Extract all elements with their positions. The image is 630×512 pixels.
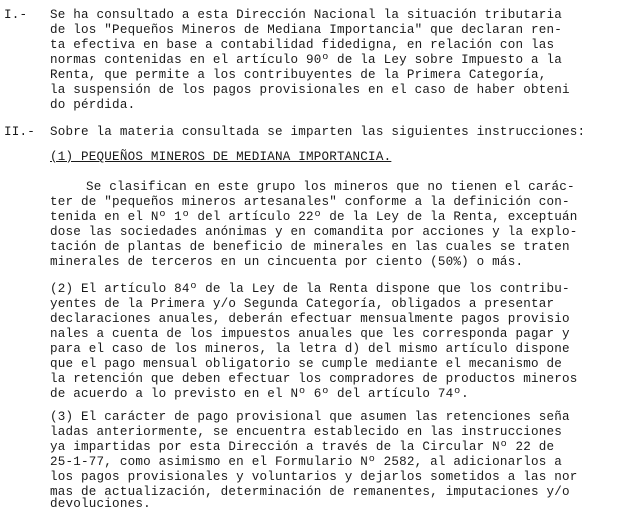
section-2-marker: II.-	[4, 125, 36, 139]
section-1-line: la suspensión de los pagos provisionales en el caso de haber obteni	[50, 83, 570, 97]
para-2-line: (2) El artículo 84º de la Ley de la Renta dispone que los contribu-	[50, 282, 570, 296]
para-1-line: tenida en el Nº 1º del artículo 22º de la Ley de la Renta, exceptuán	[50, 210, 578, 224]
para-2-line: nales a cuenta de los impuestos anuales que les corresponda pagar y	[50, 327, 570, 341]
section-1-line: do pérdida.	[50, 98, 136, 112]
para-2-line: para el caso de los mineros, la letra d) del mismo artículo dispone	[50, 342, 570, 356]
section-1-marker: I.-	[4, 8, 28, 22]
section-2-heading: (1) PEQUEÑOS MINEROS DE MEDIANA IMPORTANCIA.	[50, 150, 392, 164]
para-2-line: de acuerdo a lo previsto en el Nº 6º del artículo 74º.	[50, 387, 469, 401]
para-1-line: ter de "pequeños mineros artesanales" conforme a la definición con-	[50, 195, 570, 209]
para-1-line: dose las sociedades anónimas y en comandita por acciones y la explo-	[50, 225, 578, 239]
para-2-line: la retención que deben efectuar los compradores de productos mineros	[50, 372, 578, 386]
para-3-line: ya impartidas por esta Dirección a través de la Circular Nº 22 de	[50, 440, 555, 454]
section-1-line: de los "Pequeños Mineros de Mediana Importancia" que declaran ren-	[50, 23, 562, 37]
section-1-line: Se ha consultado a esta Dirección Nacional la situación tributaria	[50, 8, 562, 22]
section-1-line: ta efectiva en base a contabilidad fidedigna, en relación con las	[50, 38, 555, 52]
para-2-line: que el pago mensual obligatorio se cumple mediante el mecanismo de	[50, 357, 562, 371]
para-3-line: 25-1-77, como asimismo en el Formulario Nº 2582, al adicionarlos a	[50, 455, 562, 469]
para-1-line: minerales de terceros en un cincuenta por ciento (50%) o más.	[50, 255, 524, 269]
para-3-line: mas de actualización, determinación de remanentes, imputaciones y/o	[50, 485, 570, 499]
section-2-intro: Sobre la materia consultada se imparten las siguientes instrucciones:	[50, 125, 586, 139]
para-1-line: tación de plantas de beneficio de minerales en las cuales se traten	[50, 240, 570, 254]
para-2-line: yentes de la Primera y/o Segunda Categoría, obligados a presentar	[50, 297, 555, 311]
section-1-line: normas contenidas en el artículo 90º de la Ley sobre Impuesto a la	[50, 53, 562, 67]
para-3-line: ladas anteriormente, se encuentra establecido en las instrucciones	[50, 425, 562, 439]
para-2-line: declaraciones anuales, deberán efectuar mensualmente pagos provisio	[50, 312, 570, 326]
para-1-line: Se clasifican en este grupo los mineros que no tienen el carác-	[86, 180, 575, 194]
para-3-line: devoluciones.	[50, 497, 151, 511]
para-3-line: los pagos provisionales y voluntarios y dejarlos sometidos a las nor	[50, 470, 578, 484]
section-1-line: Renta, que permite a los contribuyentes de la Primera Categoría,	[50, 68, 547, 82]
para-3-line: (3) El carácter de pago provisional que asumen las retenciones seña	[50, 410, 570, 424]
